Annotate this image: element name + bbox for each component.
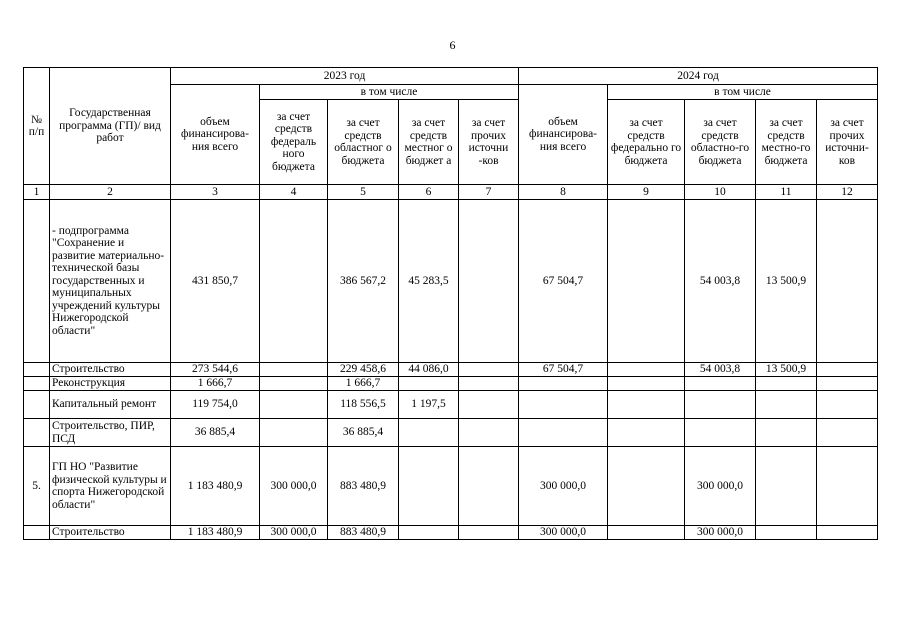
- row-value: 300 000,0: [685, 447, 756, 526]
- row-name: Строительство: [50, 526, 171, 540]
- row-value: [519, 419, 608, 447]
- row-value: [608, 377, 685, 391]
- row-value: [519, 377, 608, 391]
- row-value: [399, 419, 459, 447]
- row-value: [399, 377, 459, 391]
- header-2023-federal: за счет средств федераль ного бюджета: [260, 100, 328, 185]
- table-row: [24, 363, 878, 377]
- row-value: 13 500,9: [756, 363, 817, 377]
- col-number: 3: [171, 185, 260, 200]
- row-value: 67 504,7: [519, 200, 608, 363]
- row-value: [817, 377, 878, 391]
- row-value: [608, 391, 685, 419]
- header-year-2023: 2023 год: [171, 68, 519, 85]
- row-value: [817, 363, 878, 377]
- row-number: [24, 200, 50, 363]
- header-2024-incl: в том числе: [608, 85, 878, 100]
- table-row: [24, 391, 878, 419]
- row-name: Реконструкция: [50, 377, 171, 391]
- row-value: [817, 391, 878, 419]
- col-number: 5: [328, 185, 399, 200]
- row-value: [260, 419, 328, 447]
- row-value: [459, 526, 519, 540]
- row-name: Строительство, ПИР, ПСД: [50, 419, 171, 447]
- row-number: 5.: [24, 447, 50, 526]
- row-value: [817, 447, 878, 526]
- funding-table: [23, 67, 878, 540]
- row-value: [260, 363, 328, 377]
- row-value: [260, 200, 328, 363]
- table-row: [24, 200, 878, 363]
- header-program: Государственная программа (ГП)/ вид работ: [50, 68, 171, 185]
- row-value: 119 754,0: [171, 391, 260, 419]
- row-value: [459, 447, 519, 526]
- row-value: [756, 419, 817, 447]
- row-number: [24, 363, 50, 377]
- row-value: 1 183 480,9: [171, 447, 260, 526]
- row-value: [608, 200, 685, 363]
- row-value: 118 556,5: [328, 391, 399, 419]
- row-value: 386 567,2: [328, 200, 399, 363]
- col-number: 8: [519, 185, 608, 200]
- row-value: 44 086,0: [399, 363, 459, 377]
- page-number: 6: [449, 38, 456, 52]
- header-2024-local: за счет средств местно-го бюджета: [756, 100, 817, 185]
- row-name: - подпрограмма "Сохранение и развитие материально-технической базы государственных и муниципальных учреждений культуры Нижегородской области": [50, 200, 171, 363]
- column-number-row: [24, 185, 878, 200]
- row-value: 229 458,6: [328, 363, 399, 377]
- row-number: [24, 526, 50, 540]
- row-value: 36 885,4: [171, 419, 260, 447]
- col-number: 2: [50, 185, 171, 200]
- row-value: 273 544,6: [171, 363, 260, 377]
- header-num: № п/п: [24, 68, 50, 185]
- col-number: 9: [608, 185, 685, 200]
- row-value: [459, 377, 519, 391]
- row-value: [817, 419, 878, 447]
- header-2024-total: объем финансирова-ния всего: [519, 85, 608, 185]
- row-value: 13 500,9: [756, 200, 817, 363]
- header-2023-total: объем финансирова-ния всего: [171, 85, 260, 185]
- row-value: 431 850,7: [171, 200, 260, 363]
- row-value: [608, 419, 685, 447]
- row-name: Строительство: [50, 363, 171, 377]
- row-value: [608, 526, 685, 540]
- table-body: [24, 200, 878, 540]
- row-name: Капитальный ремонт: [50, 391, 171, 419]
- header-2024-regional: за счет средств областно-го бюджета: [685, 100, 756, 185]
- col-number: 6: [399, 185, 459, 200]
- header-2024-federal: за счет средств федерально го бюджета: [608, 100, 685, 185]
- row-value: 45 283,5: [399, 200, 459, 363]
- row-value: 883 480,9: [328, 447, 399, 526]
- row-value: [608, 447, 685, 526]
- header-year-2024: 2024 год: [519, 68, 878, 85]
- row-value: 300 000,0: [685, 526, 756, 540]
- row-value: [756, 377, 817, 391]
- row-value: 300 000,0: [519, 447, 608, 526]
- row-value: [260, 377, 328, 391]
- row-value: [756, 391, 817, 419]
- row-value: [459, 419, 519, 447]
- row-value: [260, 391, 328, 419]
- row-value: [459, 391, 519, 419]
- row-value: [459, 363, 519, 377]
- row-value: 1 666,7: [171, 377, 260, 391]
- row-value: [685, 377, 756, 391]
- row-number: [24, 419, 50, 447]
- row-value: [608, 363, 685, 377]
- row-value: 54 003,8: [685, 363, 756, 377]
- row-value: [756, 447, 817, 526]
- table-row: [24, 377, 878, 391]
- row-value: [756, 526, 817, 540]
- row-name: ГП НО "Развитие физической культуры и спорта Нижегородской области": [50, 447, 171, 526]
- header-2024-other: за счет прочих источни-ков: [817, 100, 878, 185]
- header-2023-local: за счет средств местног о бюджет а: [399, 100, 459, 185]
- col-number: 7: [459, 185, 519, 200]
- row-value: 300 000,0: [260, 447, 328, 526]
- row-value: [399, 447, 459, 526]
- row-value: 1 666,7: [328, 377, 399, 391]
- table-row: [24, 419, 878, 447]
- col-number: 12: [817, 185, 878, 200]
- row-value: [519, 391, 608, 419]
- row-number: [24, 377, 50, 391]
- row-value: 300 000,0: [519, 526, 608, 540]
- col-number: 10: [685, 185, 756, 200]
- col-number: 1: [24, 185, 50, 200]
- row-value: 36 885,4: [328, 419, 399, 447]
- row-value: [685, 391, 756, 419]
- row-value: 300 000,0: [260, 526, 328, 540]
- table-row: [24, 526, 878, 540]
- row-value: [817, 200, 878, 363]
- table-row: [24, 447, 878, 526]
- row-value: 54 003,8: [685, 200, 756, 363]
- row-value: 883 480,9: [328, 526, 399, 540]
- row-value: 1 197,5: [399, 391, 459, 419]
- row-value: [459, 200, 519, 363]
- col-number: 4: [260, 185, 328, 200]
- row-value: [399, 526, 459, 540]
- row-value: [685, 419, 756, 447]
- header-2023-other: за счет прочих источни -ков: [459, 100, 519, 185]
- row-value: [817, 526, 878, 540]
- row-value: 1 183 480,9: [171, 526, 260, 540]
- header-2023-incl: в том числе: [260, 85, 519, 100]
- col-number: 11: [756, 185, 817, 200]
- header-2023-regional: за счет средств областног о бюджета: [328, 100, 399, 185]
- row-number: [24, 391, 50, 419]
- row-value: 67 504,7: [519, 363, 608, 377]
